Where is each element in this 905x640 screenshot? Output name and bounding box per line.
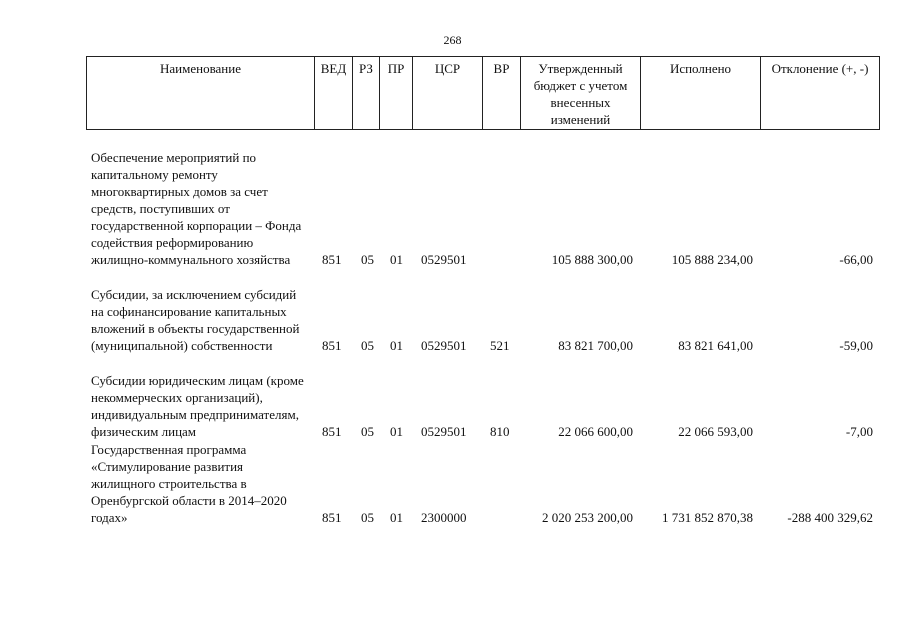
page-number: 268 — [443, 33, 462, 47]
row-rz: 05 — [361, 424, 374, 439]
table-header — [86, 56, 880, 130]
row-csr: 2300000 — [421, 510, 467, 525]
row-ved: 851 — [322, 252, 342, 267]
table-row — [0, 440, 905, 526]
header-pr: ПР — [380, 57, 413, 129]
row-name: Обеспечение мероприятий по капитальному ремонту многоквартирных домов за счет средств, поступивших от государственной корпорации – Фонда содействия реформированию жилищно-коммунального хозяйства — [91, 150, 302, 267]
row-ved: 851 — [322, 510, 342, 525]
row-executed: 22 066 593,00 — [678, 424, 753, 439]
header-budget: Утвержденный бюджет с учетом внесенных изменений — [521, 57, 641, 129]
row-ved: 851 — [322, 424, 342, 439]
row-name: Государственная программа «Стимулирование развития жилищного строительства в Оренбургской области в 2014–2020 годах» — [91, 442, 287, 525]
row-rz: 05 — [361, 252, 374, 267]
row-executed: 83 821 641,00 — [678, 338, 753, 353]
row-deviation: -59,00 — [839, 338, 873, 353]
row-budget: 22 066 600,00 — [558, 424, 633, 439]
header-deviation: Отклонение (+, -) — [771, 61, 869, 76]
row-pr: 01 — [390, 338, 403, 353]
header-vr: ВР — [483, 57, 521, 129]
row-name: Субсидии юридическим лицам (кроме некоммерческих организаций), индивидуальным предпринимателям, физическим лицам — [91, 373, 304, 439]
row-rz: 05 — [361, 510, 374, 525]
row-deviation: -66,00 — [839, 252, 873, 267]
row-budget: 105 888 300,00 — [551, 252, 633, 267]
row-vr: 810 — [490, 424, 510, 439]
table-row — [0, 130, 905, 268]
row-pr: 01 — [390, 252, 403, 267]
row-vr: 521 — [490, 338, 510, 353]
row-deviation: -288 400 329,62 — [787, 510, 873, 525]
header-csr: ЦСР — [413, 57, 483, 129]
row-executed: 1 731 852 870,38 — [662, 510, 753, 525]
row-csr: 0529501 — [421, 424, 467, 439]
table-row — [0, 354, 905, 440]
header-name: Наименование — [87, 57, 315, 129]
row-rz: 05 — [361, 338, 374, 353]
row-name: Субсидии, за исключением субсидий на софинансирование капитальных вложений в объекты государственной (муниципальной) собственности — [91, 287, 300, 353]
row-csr: 0529501 — [421, 252, 467, 267]
row-budget: 83 821 700,00 — [558, 338, 633, 353]
row-pr: 01 — [390, 424, 403, 439]
row-ved: 851 — [322, 338, 342, 353]
row-pr: 01 — [390, 510, 403, 525]
row-executed: 105 888 234,00 — [671, 252, 753, 267]
header-executed: Исполнено — [641, 57, 761, 129]
header-ved: ВЕД — [315, 57, 353, 129]
header-rz: РЗ — [353, 57, 380, 129]
row-csr: 0529501 — [421, 338, 467, 353]
row-deviation: -7,00 — [845, 424, 873, 439]
table-row — [0, 268, 905, 354]
row-budget: 2 020 253 200,00 — [542, 510, 633, 525]
